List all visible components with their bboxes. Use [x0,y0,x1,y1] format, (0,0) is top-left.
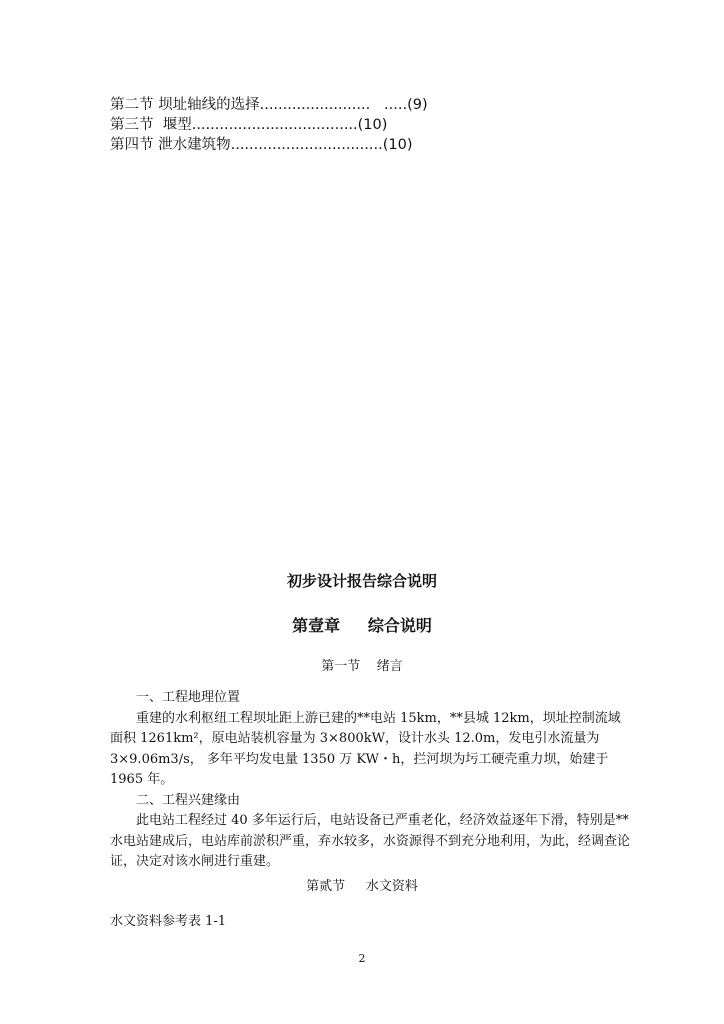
toc-entry-section-4[interactable]: 第四节 泄水建筑物.................................(10) [110,137,413,153]
chapter-title: 第壹章 综合说明 [292,616,432,635]
table-of-contents [110,95,428,155]
page-number: 2 [358,952,366,965]
toc-entry-section-3[interactable]: 第三节 堰型....................................(10) [110,117,388,133]
table-caption: 水文资料参考表 1-1 [110,914,227,929]
toc-entry-section-2[interactable]: 第二节 坝址轴线的选择........................ .....(9) [110,97,428,113]
document-title: 初步设计报告综合说明 [286,572,437,590]
body-text-part1 [110,688,630,873]
heading-geographic-location: 一、工程地理位置 [136,690,241,705]
heading-construction-reason: 二、工程兴建缘由 [136,792,241,808]
section-title-hydrology: 第贰节 水文资料 [306,879,418,894]
section-title-intro: 第一节 绪言 [321,659,403,674]
paragraph-construction-reason: 此电站工程经过 40 多年运行后，电站设备已严重老化，经济效益逐年下滑，特别是**水电站建成后，电站库前淤积严重，弃水较多，水资源得不到充分地利用，为此，经调查论证，决定对该水闸进行重建。 [110,813,631,869]
paragraph-geographic-location: 重建的水利枢纽工程坝址距上游已建的**电站 15km，**县城 12km，坝址控制流域面积 1261km²，原电站装机容量为 3×800kW，设计水头 12.0m，发电引水流量为 3×9.06m3/s， 多年平均发电量 1350 万 KW・h，拦河坝为圬工硬壳重力坝，始建于 1965 年。 [110,710,621,787]
